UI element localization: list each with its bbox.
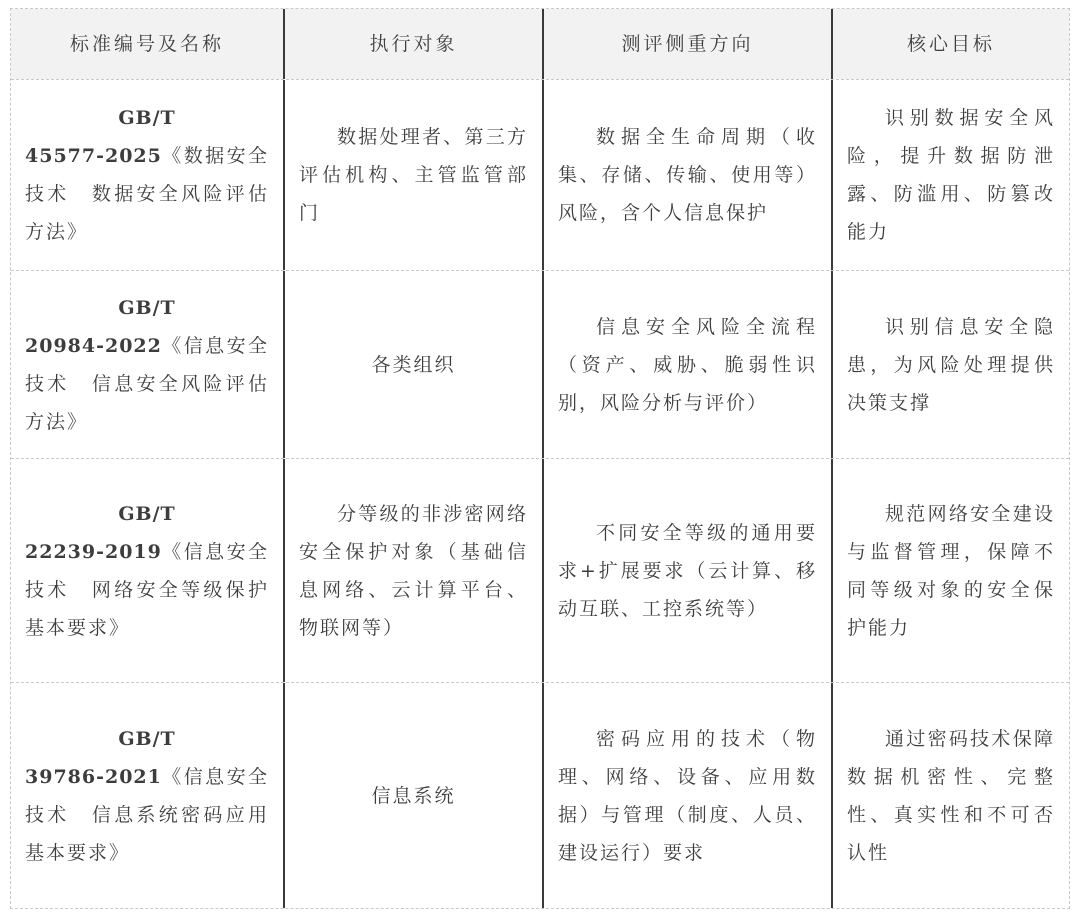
cell-goal xyxy=(831,80,1069,270)
focus-text: 不同安全等级的通用要求+扩展要求（云计算、移动互联、工控系统等） xyxy=(558,521,817,620)
standard-number: 22239-2019 xyxy=(25,540,162,563)
cell-target xyxy=(283,271,542,458)
target-text: 数据处理者、第三方评估机构、主管监管部门 xyxy=(299,126,528,224)
cell-goal xyxy=(831,683,1069,908)
cell-focus xyxy=(542,271,831,458)
goal-text: 识别信息安全隐患，为风险处理提供决策支撑 xyxy=(847,315,1055,414)
header-focus: 测评侧重方向 xyxy=(542,9,831,79)
standard-title: 《信息安全技术 信息系统密码应用基本要求》 xyxy=(25,765,269,864)
standards-table xyxy=(10,8,1070,909)
standard-code: GB/T xyxy=(118,296,176,319)
cell-focus xyxy=(542,459,831,682)
header-target: 执行对象 xyxy=(283,9,542,79)
standard-title: 《信息安全技术 网络安全等级保护基本要求》 xyxy=(25,540,269,639)
standard-title: 《数据安全技术 数据安全风险评估方法》 xyxy=(25,145,269,243)
cell-target xyxy=(283,459,542,682)
goal-text: 规范网络安全建设与监督管理，保障不同等级对象的安全保护能力 xyxy=(847,502,1055,639)
cell-standard xyxy=(11,683,283,908)
standard-number: 45577-2025 xyxy=(25,145,162,167)
cell-standard xyxy=(11,459,283,682)
goal-text: 识别数据安全风险，提升数据防泄露、防滥用、防篡改能力 xyxy=(847,107,1055,243)
header-standard: 标准编号及名称 xyxy=(11,9,283,79)
cell-focus xyxy=(542,683,831,908)
header-goal: 核心目标 xyxy=(831,9,1069,79)
focus-text: 密码应用的技术（物理、网络、设备、应用数据）与管理（制度、人员、建设运行）要求 xyxy=(558,727,817,864)
cell-focus xyxy=(542,80,831,270)
goal-text: 通过密码技术保障数据机密性、完整性、真实性和不可否认性 xyxy=(847,727,1055,864)
table-row xyxy=(11,80,1069,271)
cell-goal xyxy=(831,459,1069,682)
cell-target xyxy=(283,80,542,270)
standard-code: GB/T xyxy=(118,107,176,129)
target-text: 各类组织 xyxy=(371,353,456,376)
cell-target xyxy=(283,683,542,908)
standard-title: 《信息安全技术 信息安全风险评估方法》 xyxy=(25,334,269,433)
focus-text: 信息安全风险全流程（资产、威胁、脆弱性识别，风险分析与评价） xyxy=(558,315,817,414)
target-text: 信息系统 xyxy=(371,784,456,807)
cell-standard xyxy=(11,80,283,270)
standard-number: 20984-2022 xyxy=(25,334,162,357)
standard-code: GB/T xyxy=(118,727,176,750)
target-text: 分等级的非涉密网络安全保护对象（基础信息网络、云计算平台、物联网等） xyxy=(299,502,528,639)
table-row xyxy=(11,683,1069,908)
standard-number: 39786-2021 xyxy=(25,765,162,788)
standard-code: GB/T xyxy=(118,502,176,525)
table-row xyxy=(11,459,1069,683)
cell-goal xyxy=(831,271,1069,458)
focus-text: 数据全生命周期（收集、存储、传输、使用等）风险，含个人信息保护 xyxy=(558,126,817,224)
table-row xyxy=(11,271,1069,459)
cell-standard xyxy=(11,271,283,458)
table-header-row xyxy=(11,9,1069,80)
